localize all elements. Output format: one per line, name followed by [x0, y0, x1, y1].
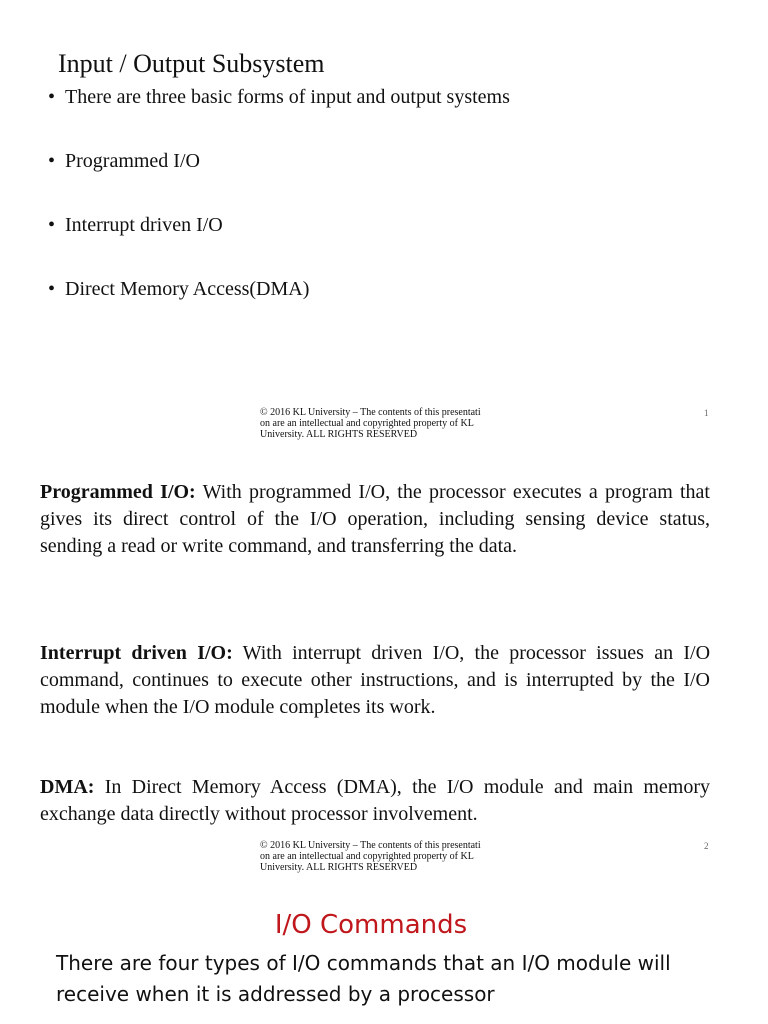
bullet-item: • There are three basic forms of input and output systems	[48, 86, 510, 108]
paragraph-label: DMA:	[40, 776, 95, 798]
paragraph-programmed-io: Programmed I/O: With programmed I/O, the processor executes a program that gives its direct control of the I/O operation, including sensing device status, sending a read or write command, and transferring the data.	[40, 481, 710, 557]
bullet-dot-icon: •	[48, 150, 56, 172]
slide-3	[0, 870, 768, 1024]
slide-1	[0, 0, 768, 440]
bullet-item: • Programmed I/O	[48, 150, 200, 172]
bullet-item: • Direct Memory Access(DMA)	[48, 278, 310, 300]
slide-body: There are four types of I/O commands that an I/O module will receive when it is addressed by a processor	[56, 951, 671, 1006]
bullet-item: • Interrupt driven I/O	[48, 214, 223, 236]
slide-2	[0, 436, 768, 873]
paragraph-label: Interrupt driven I/O:	[40, 642, 233, 664]
copyright-footer: © 2016 KL University – The contents of this presentati on are an intellectual and copyrighted property of KL University. ALL RIGHTS RESERVED	[260, 407, 481, 440]
bullet-dot-icon: •	[48, 86, 56, 108]
copyright-footer: © 2016 KL University – The contents of this presentati on are an intellectual and copyrighted property of KL University. ALL RIGHTS RESERVED	[260, 840, 481, 873]
paragraph-dma: DMA: In Direct Memory Access (DMA), the I/O module and main memory exchange data directly without processor involvement.	[40, 776, 710, 825]
page-number: 2	[704, 841, 709, 851]
bullet-dot-icon: •	[48, 278, 56, 300]
paragraph-interrupt-io: Interrupt driven I/O: With interrupt driven I/O, the processor issues an I/O command, continues to execute other instructions, and is interrupted by the I/O module when the I/O module completes its work.	[40, 642, 711, 718]
page-number: 1	[704, 408, 709, 418]
slide-title: I/O Commands	[274, 910, 468, 940]
slide-title: Input / Output Subsystem	[58, 49, 325, 78]
bullet-dot-icon: •	[48, 214, 56, 236]
bullet-list	[48, 84, 510, 340]
paragraph-label: Programmed I/O:	[40, 481, 196, 503]
